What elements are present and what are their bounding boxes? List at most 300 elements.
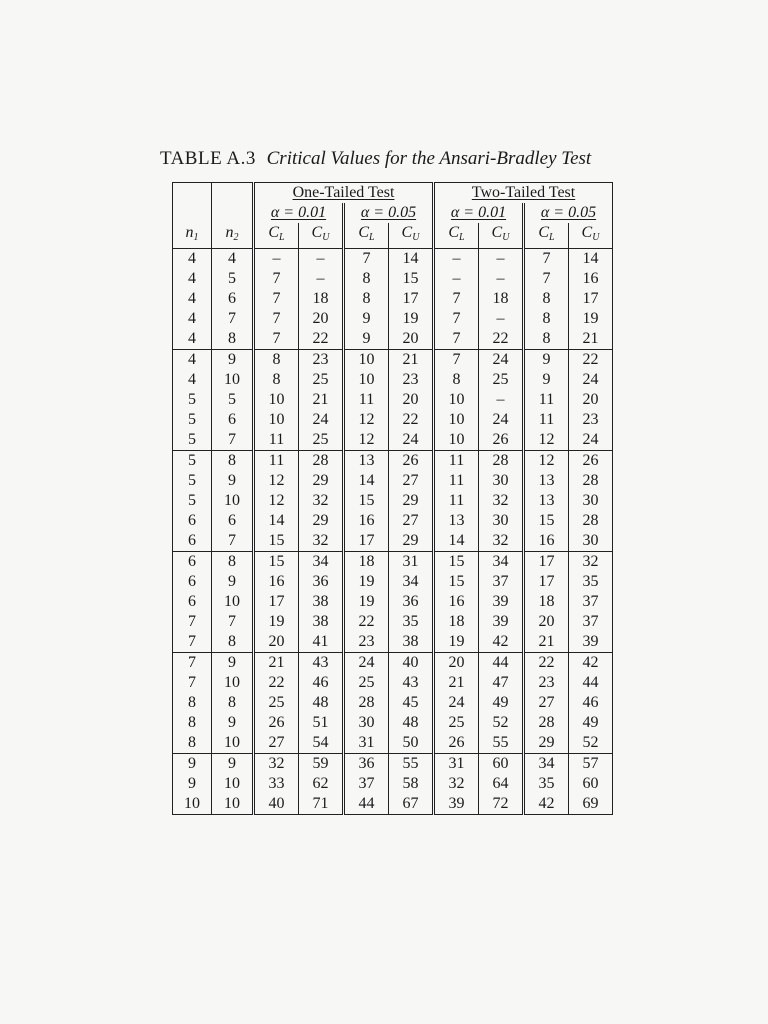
cell-two-001-cl: 20 bbox=[434, 653, 479, 674]
cell-two-001-cl: 10 bbox=[434, 390, 479, 410]
cell-two-005-cu: 24 bbox=[569, 430, 613, 451]
cell-n1: 4 bbox=[173, 350, 212, 371]
cell-one-001-cu: 32 bbox=[299, 531, 344, 552]
cell-one-001-cu: 25 bbox=[299, 430, 344, 451]
cell-one-005-cu: 22 bbox=[389, 410, 434, 430]
cell-one-001-cu: 43 bbox=[299, 653, 344, 674]
cell-two-005-cu: 32 bbox=[569, 552, 613, 573]
cell-one-001-cu: 71 bbox=[299, 794, 344, 815]
cell-n2: 4 bbox=[212, 249, 254, 270]
cell-two-001-cl: 11 bbox=[434, 471, 479, 491]
cell-two-001-cl: 26 bbox=[434, 733, 479, 754]
table-row bbox=[173, 491, 613, 511]
cell-n1: 4 bbox=[188, 330, 196, 347]
cell-one-005-cu: 29 bbox=[389, 531, 434, 552]
cell-n2: 7 bbox=[212, 309, 254, 329]
cell-two-001-cu: 44 bbox=[479, 653, 524, 674]
cell-n1: 6 bbox=[188, 573, 196, 590]
table-row bbox=[173, 693, 613, 713]
cell-two-005-cu: 39 bbox=[569, 632, 613, 653]
cell-two-001-cl: 7 bbox=[434, 350, 479, 371]
cell-two-001-cu: 22 bbox=[479, 329, 524, 350]
cell-one-001-cu: 54 bbox=[299, 733, 344, 754]
header-alpha-two-001: α = 0.01 bbox=[434, 203, 524, 223]
cell-one-005-cu: 17 bbox=[389, 289, 434, 309]
cell-two-005-cl: 12 bbox=[524, 451, 569, 472]
table-row bbox=[173, 390, 613, 410]
cell-n1: 5 bbox=[188, 391, 196, 408]
table-row bbox=[173, 774, 613, 794]
cell-n1: 10 bbox=[184, 795, 200, 812]
table-title: Critical Values for the Ansari-Bradley Test bbox=[266, 148, 592, 169]
cell-n2: 10 bbox=[212, 794, 254, 815]
cell-two-001-cu: 37 bbox=[479, 572, 524, 592]
cell-two-005-cu: 20 bbox=[569, 390, 613, 410]
cell-one-001-cl: 26 bbox=[254, 713, 299, 733]
cell-two-001-cu: 42 bbox=[479, 632, 524, 653]
cell-n2: 9 bbox=[212, 754, 254, 775]
cell-one-005-cu: 58 bbox=[389, 774, 434, 794]
table-row bbox=[173, 733, 613, 754]
table-row bbox=[173, 794, 613, 815]
cell-one-005-cu: 26 bbox=[389, 451, 434, 472]
cell-two-001-cu: 49 bbox=[479, 693, 524, 713]
cell-two-005-cl: 42 bbox=[524, 794, 569, 815]
cell-two-001-cu: – bbox=[479, 249, 524, 270]
cell-one-001-cl: – bbox=[254, 249, 299, 270]
cell-one-005-cu: 15 bbox=[389, 269, 434, 289]
cell-two-005-cl: 9 bbox=[524, 350, 569, 371]
cell-one-001-cu: 51 bbox=[299, 713, 344, 733]
cell-one-005-cl: 19 bbox=[344, 592, 389, 612]
cell-n1: 4 bbox=[188, 310, 196, 327]
cell-two-001-cu: 55 bbox=[479, 733, 524, 754]
cell-one-005-cl: 19 bbox=[344, 572, 389, 592]
cell-n1: 5 bbox=[188, 492, 196, 509]
cell-two-005-cu: 69 bbox=[569, 794, 613, 815]
cell-n1: 7 bbox=[188, 674, 196, 691]
cell-n1: 5 bbox=[188, 472, 196, 489]
table-row bbox=[173, 632, 613, 653]
cell-n2: 10 bbox=[212, 491, 254, 511]
cell-one-001-cu: 36 bbox=[299, 572, 344, 592]
cell-two-001-cu: 39 bbox=[479, 592, 524, 612]
cell-one-005-cu: 67 bbox=[389, 794, 434, 815]
cell-one-005-cl: 15 bbox=[344, 491, 389, 511]
cell-two-005-cu: 14 bbox=[569, 249, 613, 270]
cell-one-005-cl: 31 bbox=[344, 733, 389, 754]
cell-one-005-cl: 9 bbox=[344, 309, 389, 329]
cell-n2: 8 bbox=[212, 693, 254, 713]
cell-two-001-cu: 30 bbox=[479, 511, 524, 531]
table-row bbox=[173, 451, 613, 472]
cell-one-001-cu: 41 bbox=[299, 632, 344, 653]
cell-n2: 8 bbox=[212, 552, 254, 573]
cell-one-005-cl: 30 bbox=[344, 713, 389, 733]
cell-n2: 5 bbox=[212, 390, 254, 410]
header-cu: $C_U$ bbox=[389, 223, 434, 249]
cell-n1: 7 bbox=[173, 653, 212, 674]
cell-two-005-cl: 20 bbox=[524, 612, 569, 632]
cell-two-005-cl: 21 bbox=[524, 632, 569, 653]
cell-n1: 5 bbox=[188, 411, 196, 428]
cell-n2: 6 bbox=[212, 289, 254, 309]
cell-two-001-cl: 25 bbox=[434, 713, 479, 733]
cell-two-005-cl: 18 bbox=[524, 592, 569, 612]
cell-one-005-cl: 25 bbox=[344, 673, 389, 693]
table-row bbox=[173, 572, 613, 592]
cell-n1: 4 bbox=[188, 290, 196, 307]
cell-two-005-cu: 60 bbox=[569, 774, 613, 794]
header-cl: $C_L$ bbox=[434, 223, 479, 249]
cell-n2: 10 bbox=[212, 673, 254, 693]
cell-one-005-cu: 24 bbox=[389, 430, 434, 451]
cell-two-005-cl: 13 bbox=[524, 471, 569, 491]
cell-one-001-cu: 23 bbox=[299, 350, 344, 371]
cell-one-001-cl: 11 bbox=[254, 451, 299, 472]
cell-two-005-cu: 57 bbox=[569, 754, 613, 775]
cell-one-005-cl: 8 bbox=[344, 269, 389, 289]
cell-two-005-cu: 30 bbox=[569, 491, 613, 511]
cell-two-005-cl: 23 bbox=[524, 673, 569, 693]
cell-one-001-cu: 59 bbox=[299, 754, 344, 775]
cell-one-005-cl: 14 bbox=[344, 471, 389, 491]
cell-one-001-cl: 19 bbox=[254, 612, 299, 632]
cell-n2: 10 bbox=[212, 592, 254, 612]
cell-n2: 9 bbox=[212, 471, 254, 491]
cell-one-001-cl: 8 bbox=[254, 370, 299, 390]
cell-two-005-cl: 8 bbox=[524, 329, 569, 350]
header-two-tailed: Two-Tailed Test bbox=[434, 183, 613, 204]
cell-n1: 6 bbox=[188, 512, 196, 529]
cell-one-005-cl: 9 bbox=[344, 329, 389, 350]
cell-two-005-cu: 26 bbox=[569, 451, 613, 472]
cell-one-001-cl: 7 bbox=[254, 269, 299, 289]
cell-one-001-cl: 27 bbox=[254, 733, 299, 754]
cell-one-001-cl: 10 bbox=[254, 410, 299, 430]
cell-two-005-cu: 24 bbox=[569, 370, 613, 390]
cell-n1: 6 bbox=[173, 552, 212, 573]
cell-one-005-cl: 22 bbox=[344, 612, 389, 632]
cell-one-005-cu: 23 bbox=[389, 370, 434, 390]
cell-one-001-cu: 24 bbox=[299, 410, 344, 430]
cell-one-001-cl: 15 bbox=[254, 531, 299, 552]
cell-n2: 5 bbox=[212, 269, 254, 289]
table-row bbox=[173, 370, 613, 390]
critical-values-table bbox=[172, 182, 613, 815]
cell-two-005-cu: 46 bbox=[569, 693, 613, 713]
cell-two-001-cl: 13 bbox=[434, 511, 479, 531]
cell-one-005-cu: 20 bbox=[389, 390, 434, 410]
cell-one-001-cu: 29 bbox=[299, 471, 344, 491]
cell-n1: 7 bbox=[188, 613, 196, 630]
table-row bbox=[173, 754, 613, 775]
cell-two-001-cl: 32 bbox=[434, 774, 479, 794]
cell-one-005-cu: 21 bbox=[389, 350, 434, 371]
cell-two-005-cu: 28 bbox=[569, 471, 613, 491]
table-row bbox=[173, 673, 613, 693]
table-row bbox=[173, 249, 613, 270]
cell-n1: 4 bbox=[188, 371, 196, 388]
cell-one-001-cu: – bbox=[299, 249, 344, 270]
cell-two-005-cu: 37 bbox=[569, 612, 613, 632]
cell-one-001-cl: 12 bbox=[254, 491, 299, 511]
cell-n1: 4 bbox=[188, 250, 196, 267]
cell-two-005-cl: 35 bbox=[524, 774, 569, 794]
cell-one-005-cu: 38 bbox=[389, 632, 434, 653]
cell-two-005-cl: 9 bbox=[524, 370, 569, 390]
cell-one-005-cl: 37 bbox=[344, 774, 389, 794]
cell-n2: 7 bbox=[212, 430, 254, 451]
table-row bbox=[173, 430, 613, 451]
cell-one-005-cu: 31 bbox=[389, 552, 434, 573]
cell-two-001-cu: – bbox=[479, 390, 524, 410]
cell-two-005-cl: 13 bbox=[524, 491, 569, 511]
cell-n2: 10 bbox=[212, 733, 254, 754]
cell-one-005-cu: 35 bbox=[389, 612, 434, 632]
cell-one-001-cl: 10 bbox=[254, 390, 299, 410]
cell-n1: 8 bbox=[188, 714, 196, 731]
cell-two-005-cl: 27 bbox=[524, 693, 569, 713]
cell-n1: 5 bbox=[188, 431, 196, 448]
cell-one-005-cu: 40 bbox=[389, 653, 434, 674]
cell-two-001-cl: 15 bbox=[434, 552, 479, 573]
cell-one-005-cl: 23 bbox=[344, 632, 389, 653]
table-row bbox=[173, 592, 613, 612]
cell-one-005-cu: 45 bbox=[389, 693, 434, 713]
cell-two-001-cl: 18 bbox=[434, 612, 479, 632]
cell-one-005-cl: 11 bbox=[344, 390, 389, 410]
table-row bbox=[173, 531, 613, 552]
cell-one-001-cl: 25 bbox=[254, 693, 299, 713]
cell-two-005-cl: 8 bbox=[524, 309, 569, 329]
cell-two-005-cl: 16 bbox=[524, 531, 569, 552]
cell-one-001-cl: 7 bbox=[254, 289, 299, 309]
cell-two-001-cl: – bbox=[434, 249, 479, 270]
cell-n1: 6 bbox=[188, 532, 196, 549]
cell-n1: 8 bbox=[188, 694, 196, 711]
cell-one-001-cl: 14 bbox=[254, 511, 299, 531]
cell-two-005-cu: 37 bbox=[569, 592, 613, 612]
cell-one-001-cl: 8 bbox=[254, 350, 299, 371]
cell-two-001-cu: 47 bbox=[479, 673, 524, 693]
header-blank bbox=[212, 183, 254, 204]
cell-one-001-cl: 32 bbox=[254, 754, 299, 775]
cell-two-005-cl: 12 bbox=[524, 430, 569, 451]
cell-one-005-cl: 28 bbox=[344, 693, 389, 713]
cell-two-001-cu: 32 bbox=[479, 531, 524, 552]
cell-one-001-cl: 12 bbox=[254, 471, 299, 491]
cell-one-001-cl: 21 bbox=[254, 653, 299, 674]
cell-one-001-cl: 16 bbox=[254, 572, 299, 592]
cell-two-005-cu: 19 bbox=[569, 309, 613, 329]
cell-one-001-cl: 15 bbox=[254, 552, 299, 573]
cell-two-001-cu: 52 bbox=[479, 713, 524, 733]
cell-one-005-cu: 34 bbox=[389, 572, 434, 592]
table-row bbox=[173, 309, 613, 329]
cell-two-005-cu: 22 bbox=[569, 350, 613, 371]
cell-two-005-cu: 52 bbox=[569, 733, 613, 754]
cell-two-001-cu: 72 bbox=[479, 794, 524, 815]
cell-two-001-cu: 34 bbox=[479, 552, 524, 573]
cell-one-005-cl: 12 bbox=[344, 410, 389, 430]
cell-one-001-cu: 34 bbox=[299, 552, 344, 573]
cell-two-001-cl: 15 bbox=[434, 572, 479, 592]
header-cu: $C_U$ bbox=[569, 223, 613, 249]
cell-two-001-cu: 32 bbox=[479, 491, 524, 511]
cell-n2: 9 bbox=[212, 653, 254, 674]
cell-two-001-cu: 30 bbox=[479, 471, 524, 491]
header-cu: $C_U$ bbox=[299, 223, 344, 249]
cell-two-005-cu: 42 bbox=[569, 653, 613, 674]
cell-two-001-cu: 18 bbox=[479, 289, 524, 309]
cell-one-005-cu: 19 bbox=[389, 309, 434, 329]
cell-two-005-cl: 11 bbox=[524, 390, 569, 410]
cell-two-005-cl: 17 bbox=[524, 552, 569, 573]
cell-two-005-cu: 28 bbox=[569, 511, 613, 531]
header-one-tailed: One-Tailed Test bbox=[254, 183, 434, 204]
header-alpha-one-005: α = 0.05 bbox=[344, 203, 434, 223]
cell-two-005-cl: 28 bbox=[524, 713, 569, 733]
table-row bbox=[173, 289, 613, 309]
cell-two-001-cl: 10 bbox=[434, 430, 479, 451]
table-body bbox=[173, 249, 613, 815]
table-row bbox=[173, 713, 613, 733]
cell-one-001-cu: 38 bbox=[299, 592, 344, 612]
cell-two-005-cu: 35 bbox=[569, 572, 613, 592]
table-number: TABLE A.3 bbox=[160, 148, 256, 169]
cell-one-005-cl: 17 bbox=[344, 531, 389, 552]
cell-one-001-cu: 21 bbox=[299, 390, 344, 410]
cell-two-001-cl: 31 bbox=[434, 754, 479, 775]
cell-two-001-cu: – bbox=[479, 269, 524, 289]
cell-one-005-cu: 29 bbox=[389, 491, 434, 511]
cell-two-001-cl: 19 bbox=[434, 632, 479, 653]
cell-two-001-cu: 26 bbox=[479, 430, 524, 451]
cell-one-001-cl: 7 bbox=[254, 309, 299, 329]
cell-one-005-cl: 16 bbox=[344, 511, 389, 531]
cell-two-001-cl: 11 bbox=[434, 451, 479, 472]
cell-one-001-cu: 22 bbox=[299, 329, 344, 350]
cell-one-005-cu: 20 bbox=[389, 329, 434, 350]
cell-two-001-cu: 25 bbox=[479, 370, 524, 390]
cell-two-005-cu: 21 bbox=[569, 329, 613, 350]
cell-n2: 9 bbox=[212, 572, 254, 592]
cell-two-005-cu: 30 bbox=[569, 531, 613, 552]
cell-two-001-cl: – bbox=[434, 269, 479, 289]
table-row bbox=[173, 552, 613, 573]
header-blank bbox=[173, 203, 212, 223]
cell-one-005-cl: 44 bbox=[344, 794, 389, 815]
cell-two-001-cl: 7 bbox=[434, 309, 479, 329]
cell-n2: 9 bbox=[212, 713, 254, 733]
cell-two-005-cl: 8 bbox=[524, 289, 569, 309]
table-row bbox=[173, 612, 613, 632]
cell-one-005-cu: 48 bbox=[389, 713, 434, 733]
cell-one-005-cl: 7 bbox=[344, 249, 389, 270]
cell-n1: 9 bbox=[173, 754, 212, 775]
table-row bbox=[173, 329, 613, 350]
cell-n2: 10 bbox=[212, 370, 254, 390]
cell-one-001-cu: 62 bbox=[299, 774, 344, 794]
cell-one-005-cu: 36 bbox=[389, 592, 434, 612]
cell-two-001-cl: 7 bbox=[434, 289, 479, 309]
header-n2: $n_2$ bbox=[212, 223, 254, 249]
cell-two-005-cu: 17 bbox=[569, 289, 613, 309]
cell-one-005-cu: 14 bbox=[389, 249, 434, 270]
table-row bbox=[173, 511, 613, 531]
cell-n2: 8 bbox=[212, 632, 254, 653]
cell-two-005-cl: 15 bbox=[524, 511, 569, 531]
cell-one-001-cl: 7 bbox=[254, 329, 299, 350]
table-row bbox=[173, 410, 613, 430]
cell-n1: 6 bbox=[188, 593, 196, 610]
cell-two-001-cu: 24 bbox=[479, 350, 524, 371]
cell-two-001-cl: 24 bbox=[434, 693, 479, 713]
cell-one-001-cl: 33 bbox=[254, 774, 299, 794]
cell-two-001-cu: 60 bbox=[479, 754, 524, 775]
cell-n1: 4 bbox=[188, 270, 196, 287]
table-caption bbox=[160, 148, 591, 170]
cell-two-005-cl: 7 bbox=[524, 269, 569, 289]
header-n1: $n_1$ bbox=[173, 223, 212, 249]
cell-n2: 7 bbox=[212, 612, 254, 632]
cell-one-005-cu: 55 bbox=[389, 754, 434, 775]
cell-two-001-cl: 14 bbox=[434, 531, 479, 552]
cell-n1: 8 bbox=[188, 734, 196, 751]
cell-two-001-cl: 39 bbox=[434, 794, 479, 815]
cell-one-001-cl: 40 bbox=[254, 794, 299, 815]
cell-two-001-cl: 7 bbox=[434, 329, 479, 350]
cell-one-005-cl: 13 bbox=[344, 451, 389, 472]
cell-one-001-cu: 32 bbox=[299, 491, 344, 511]
cell-one-005-cl: 18 bbox=[344, 552, 389, 573]
cell-one-005-cu: 43 bbox=[389, 673, 434, 693]
cell-n2: 6 bbox=[212, 410, 254, 430]
cell-two-005-cl: 7 bbox=[524, 249, 569, 270]
cell-n2: 6 bbox=[212, 511, 254, 531]
cell-two-005-cl: 11 bbox=[524, 410, 569, 430]
cell-one-005-cl: 10 bbox=[344, 350, 389, 371]
cell-one-001-cu: 29 bbox=[299, 511, 344, 531]
cell-two-005-cl: 29 bbox=[524, 733, 569, 754]
cell-two-001-cl: 16 bbox=[434, 592, 479, 612]
cell-one-001-cu: 48 bbox=[299, 693, 344, 713]
cell-two-005-cu: 44 bbox=[569, 673, 613, 693]
cell-one-005-cl: 24 bbox=[344, 653, 389, 674]
cell-one-001-cl: 11 bbox=[254, 430, 299, 451]
cell-two-001-cl: 21 bbox=[434, 673, 479, 693]
cell-two-001-cl: 11 bbox=[434, 491, 479, 511]
header-alpha-two-005: α = 0.05 bbox=[524, 203, 613, 223]
cell-one-001-cu: 46 bbox=[299, 673, 344, 693]
header-cu: $C_U$ bbox=[479, 223, 524, 249]
cell-one-001-cu: 20 bbox=[299, 309, 344, 329]
cell-one-001-cl: 17 bbox=[254, 592, 299, 612]
cell-two-005-cl: 34 bbox=[524, 754, 569, 775]
cell-two-001-cu: 24 bbox=[479, 410, 524, 430]
cell-two-005-cl: 17 bbox=[524, 572, 569, 592]
cell-one-001-cu: 28 bbox=[299, 451, 344, 472]
header-alpha-one-001: α = 0.01 bbox=[254, 203, 344, 223]
table-row bbox=[173, 653, 613, 674]
cell-two-001-cu: 28 bbox=[479, 451, 524, 472]
cell-one-005-cu: 27 bbox=[389, 511, 434, 531]
cell-n1: 5 bbox=[173, 451, 212, 472]
cell-two-001-cl: 10 bbox=[434, 410, 479, 430]
cell-one-005-cl: 10 bbox=[344, 370, 389, 390]
table-row bbox=[173, 269, 613, 289]
